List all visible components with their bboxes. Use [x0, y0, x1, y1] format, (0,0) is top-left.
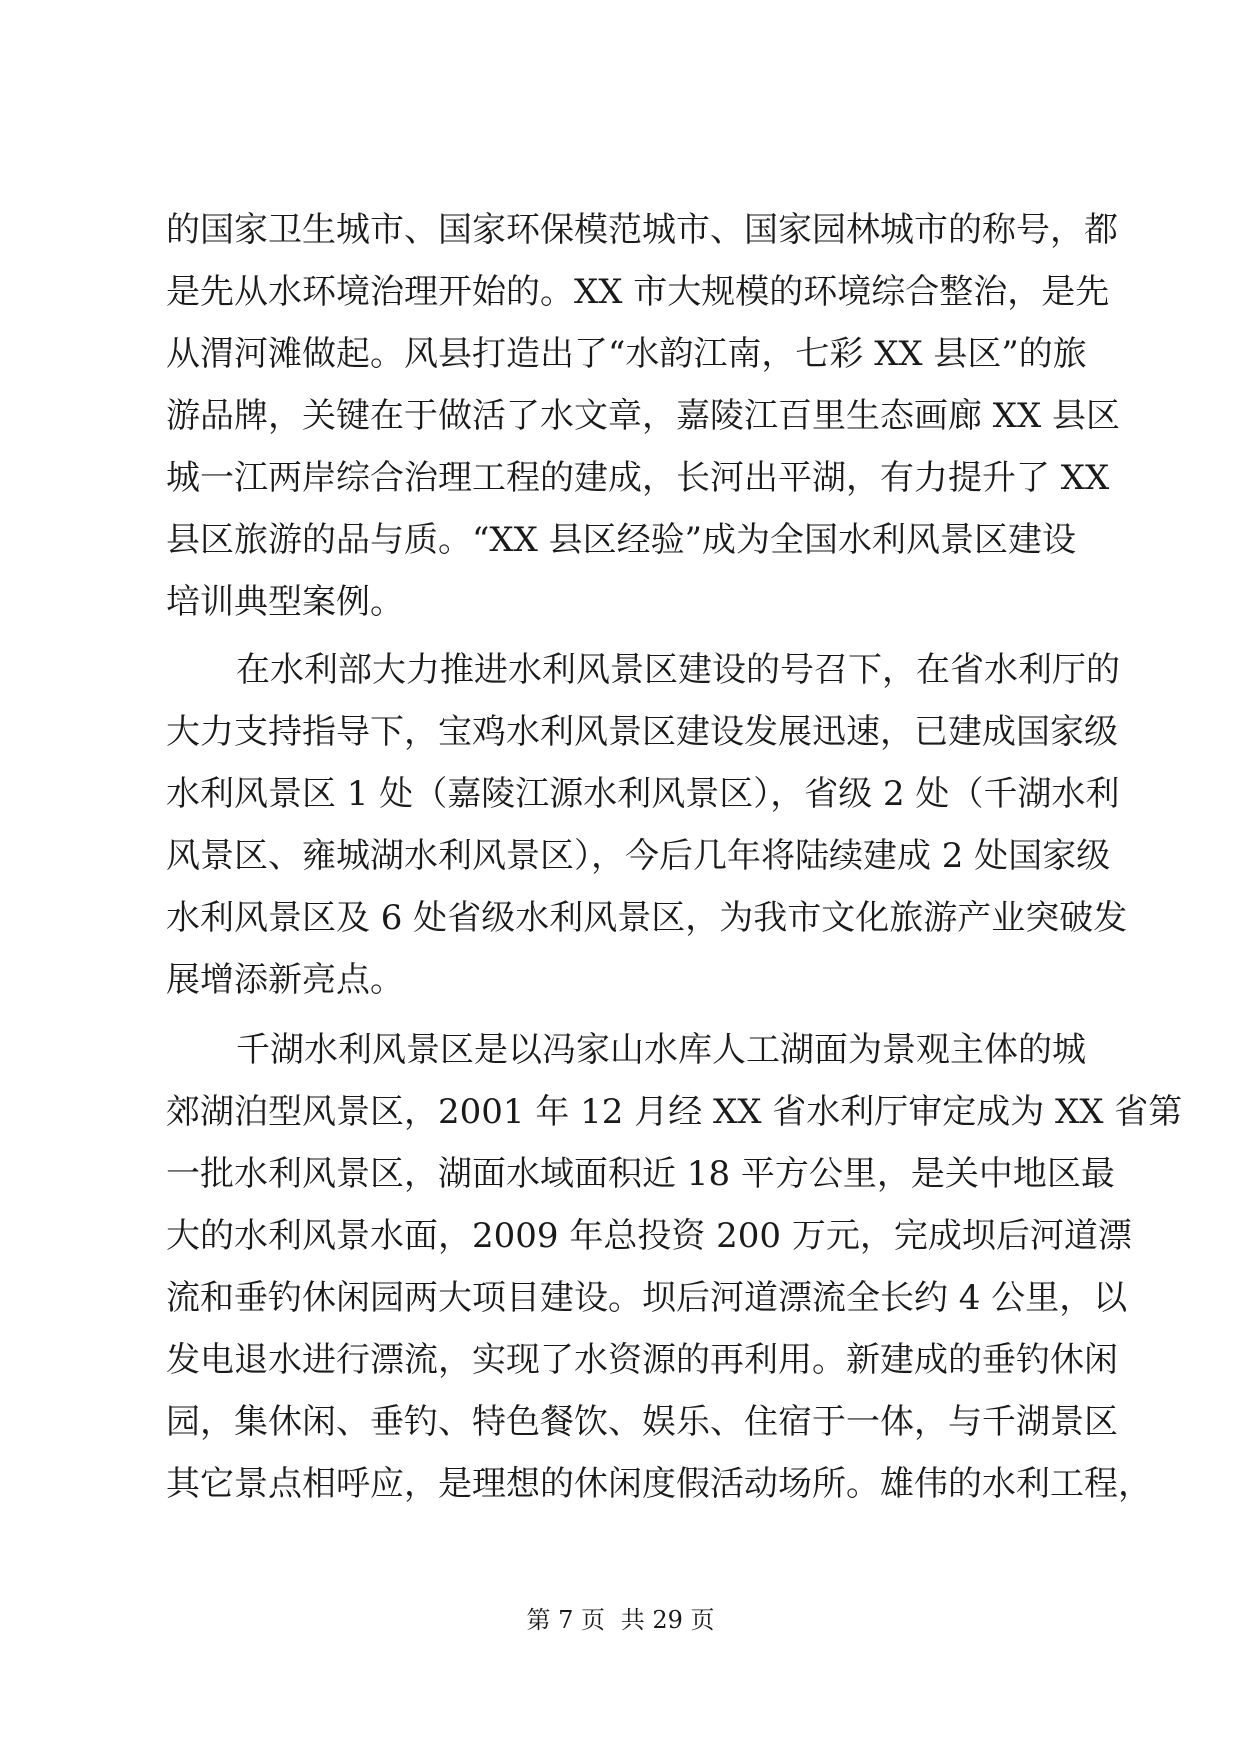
text-line: 一批水利风景区，湖面水域面积近 18 平方公里，是关中地区最	[166, 1154, 1115, 1194]
text-line: 发电退水进行漂流，实现了水资源的再利用。新建成的垂钓休闲	[166, 1340, 1118, 1380]
text-line: 其它景点相呼应，是理想的休闲度假活动场所。雄伟的水利工程，	[166, 1464, 1152, 1504]
text-line: 从渭河滩做起。风县打造出了“水韵江南，七彩 XX 县区”的旅	[166, 334, 1087, 374]
text-line: 水利风景区 1 处（嘉陵江源水利风景区），省级 2 处（千湖水利	[166, 774, 1120, 814]
text-line: 培训典型案例。	[166, 582, 404, 622]
page-number: 第 7 页	[526, 1606, 606, 1634]
text-line: 的国家卫生城市、国家环保模范城市、国家园林城市的称号，都	[166, 210, 1118, 250]
text-line: 大的水利风景水面，2009 年总投资 200 万元，完成坝后河道漂	[166, 1216, 1132, 1256]
text-line: 千湖水利风景区是以冯家山水库人工湖面为景观主体的城	[236, 1030, 1086, 1070]
text-line: 城一江两岸综合治理工程的建成，长河出平湖，有力提升了 XX	[166, 458, 1110, 498]
text-line: 水利风景区及 6 处省级水利风景区，为我市文化旅游产业突破发	[166, 898, 1128, 938]
text-line: 流和垂钓休闲园两大项目建设。坝后河道漂流全长约 4 公里，以	[166, 1278, 1128, 1318]
text-line: 园，集休闲、垂钓、特色餐饮、娱乐、住宿于一体，与千湖景区	[166, 1402, 1118, 1442]
page-total: 共 29 页	[620, 1606, 715, 1634]
text-line: 是先从水环境治理开始的。XX 市大规模的环境综合整治，是先	[166, 272, 1110, 312]
text-line: 风景区、雍城湖水利风景区），今后几年将陆续建成 2 处国家级	[166, 836, 1111, 876]
text-line: 大力支持指导下，宝鸡水利风景区建设发展迅速，已建成国家级	[166, 712, 1118, 752]
text-line: 展增添新亮点。	[166, 960, 404, 1000]
text-line: 在水利部大力推进水利风景区建设的号召下，在省水利厅的	[236, 650, 1120, 690]
text-line: 游品牌，关键在于做活了水文章，嘉陵江百里生态画廊 XX 县区	[166, 396, 1121, 436]
text-line: 县区旅游的品与质。“XX 县区经验”成为全国水利风景区建设	[166, 520, 1076, 560]
text-line: 郊湖泊型风景区，2001 年 12 月经 XX 省水利厅审定成为 XX 省第	[166, 1092, 1183, 1132]
page-footer	[0, 1602, 1241, 1638]
